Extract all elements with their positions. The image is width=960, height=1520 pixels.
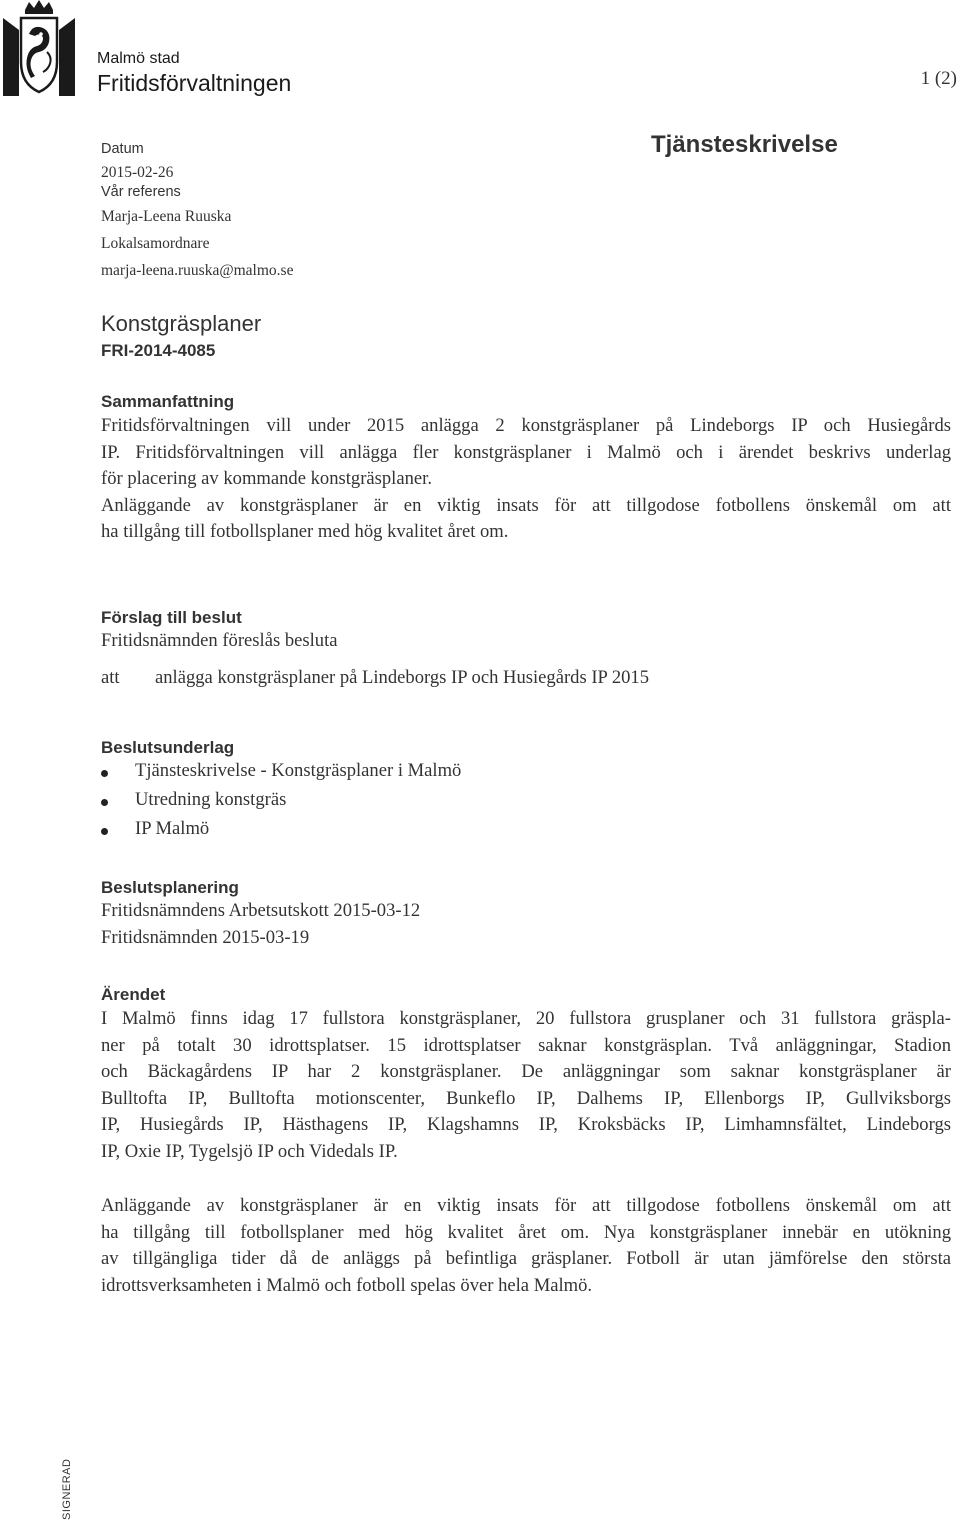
matter-line: ha tillgång till fotbollsplaner med hög kvalitet året om. Nya konstgräsplaner innebär en utökning [101,1221,951,1243]
summary-paragraph [101,413,951,546]
matter-paragraph-2 [101,1193,951,1299]
proposal-heading: Förslag till beslut [101,608,242,627]
summary-line: för placering av kommande konstgräsplaner. [101,468,432,489]
summary-line: ha tillgång till fotbollsplaner med hög kvalitet året om. [101,521,509,542]
bullet-icon [101,828,108,835]
summary-line: IP. Fritidsförvaltningen vill anlägga fler konstgräsplaner i Malmö och i ärendet beskrivs underlag [101,441,951,463]
reference-title: Lokalsamordnare [101,235,210,252]
matter-line: IP, Husiegårds IP, Hästhagens IP, Klagshamns IP, Kroksbäcks IP, Limhamnsfältet, Lindeborgs [101,1114,951,1135]
planning-line: Fritidsnämndens Arbetsutskott 2015-03-12 [101,900,421,921]
planning-list [101,898,951,951]
date-value: 2015-02-26 [101,164,174,181]
subject-title: Konstgräsplaner [101,311,262,336]
organization-name: Malmö stad [97,50,180,67]
basis-item-text: Tjänsteskrivelse - Konstgräsplaner i Malmö [135,760,462,781]
planning-heading: Beslutsplanering [101,878,239,897]
reference-label: Vår referens [101,184,181,200]
proposal-intro [101,628,951,655]
proposal-att-text: anlägga konstgräsplaner på Lindeborgs IP och Husiegårds IP 2015 [155,667,650,688]
subject-reference: FRI-2014-4085 [101,341,216,360]
summary-heading: Sammanfattning [101,392,235,411]
bullet-icon [101,770,108,777]
matter-line: Bulltofta IP, Bulltofta motionscenter, Bunkeflo IP, Dalhems IP, Ellenborgs IP, Gullviksborgs [101,1087,951,1109]
matter-paragraph-1 [101,1006,951,1165]
summary-line: Anläggande av konstgräsplaner är en viktig insats för att tillgodose fotbollens önskemål om att [101,494,951,516]
date-label: Datum [101,141,144,157]
reference-email: marja-leena.ruuska@malmo.se [101,262,294,279]
reference-name: Marja-Leena Ruuska [101,208,232,225]
basis-heading: Beslutsunderlag [101,738,235,757]
basis-item-text: IP Malmö [135,818,210,839]
matter-line: I Malmö finns idag 17 fullstora konstgräsplaner, 20 fullstora grusplaner och 31 fullstora gräspla- [101,1008,951,1029]
department-name: Fritidsförvaltningen [97,70,292,96]
matter-line: och Bäckagårdens IP har 2 konstgräsplaner. De anläggningar som saknar konstgräsplaner är [101,1061,951,1082]
page-number: 1 (2) [920,68,957,89]
summary-line: Fritidsförvaltningen vill under 2015 anlägga 2 konstgräsplaner på Lindeborgs IP och Husiegårds [101,415,951,436]
proposal-intro-text: Fritidsnämnden föreslås besluta [101,630,338,651]
matter-line: IP, Oxie IP, Tygelsjö IP och Videdals IP. [101,1140,398,1162]
matter-line: idrottsverksamheten i Malmö och fotboll spelas över hela Malmö. [101,1274,593,1296]
malmo-coat-of-arms-icon [3,0,75,96]
proposal-att-label: att [101,667,120,688]
matter-heading: Ärendet [101,985,166,1004]
signed-label: SIGNERAD [61,1458,73,1520]
planning-line: Fritidsnämnden 2015-03-19 [101,926,310,948]
matter-line: ner på totalt 30 idrottsplatser. 15 idrottsplatser saknar konstgräsplan. Två anläggningar, Stadion [101,1034,951,1056]
basis-item-text: Utredning konstgräs [135,789,287,810]
bullet-icon [101,799,108,806]
matter-line: Anläggande av konstgräsplaner är en viktig insats för att tillgodose fotbollens önskemål om att [101,1195,951,1216]
document-type-title: Tjänsteskrivelse [651,131,838,158]
matter-line: av tillgängliga tider då de anläggs på befintliga gräsplaner. Fotboll är utan jämförelse den största [101,1248,951,1269]
